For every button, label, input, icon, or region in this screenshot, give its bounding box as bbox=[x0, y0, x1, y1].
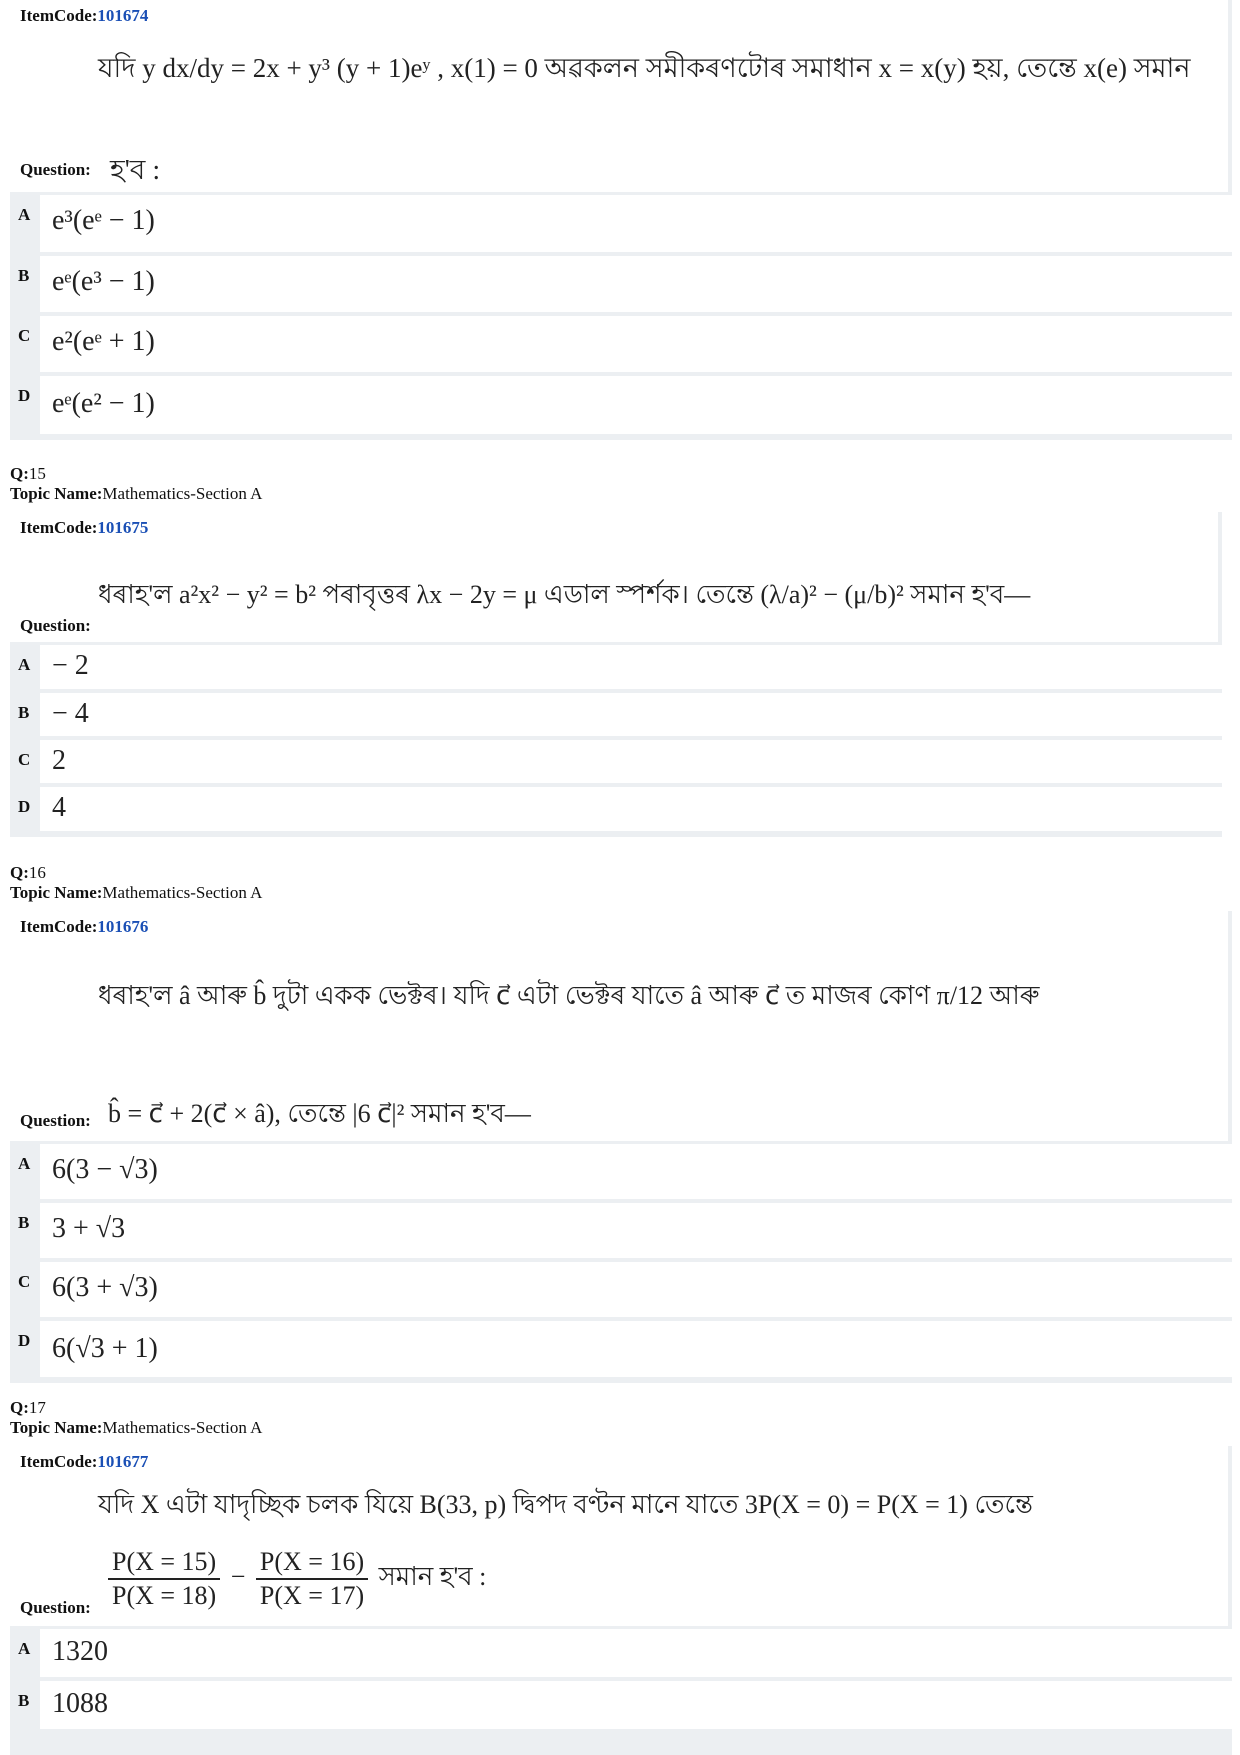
question-17-box bbox=[10, 1446, 1232, 1755]
question-label: Question: bbox=[20, 616, 91, 635]
item-code-label: ItemCode: bbox=[20, 518, 98, 537]
fraction-2-denominator: P(X = 17) bbox=[259, 1581, 365, 1610]
question-14-stem-area bbox=[10, 0, 1228, 192]
item-code-value: 101675 bbox=[97, 518, 149, 537]
option-text: 2 bbox=[52, 745, 66, 776]
option-letter: B bbox=[18, 1213, 30, 1232]
q-number: 16 bbox=[28, 863, 46, 882]
option-b[interactable] bbox=[10, 1203, 1232, 1258]
question-label: Question: bbox=[20, 1598, 91, 1617]
fraction-2-numerator: P(X = 16) bbox=[256, 1546, 368, 1580]
option-a[interactable] bbox=[10, 1144, 1232, 1199]
option-text: e³(eᵉ − 1) bbox=[52, 205, 155, 236]
q-label: Q: bbox=[10, 1398, 29, 1417]
item-code bbox=[20, 518, 148, 538]
option-b[interactable] bbox=[10, 693, 1222, 736]
option-letter: B bbox=[18, 703, 30, 722]
option-text: eᵉ(e³ − 1) bbox=[52, 266, 155, 297]
question-stem-line1: যদি X এটা যাদৃচ্ছিক চলক যিয়ে B(33, p) দ্বিপদ বণ্টন মানে যাতে 3P(X = 0) = P(X = 1) তেন্তে bbox=[98, 1490, 1033, 1519]
option-letter: C bbox=[18, 750, 31, 769]
question-label: Question: bbox=[20, 160, 91, 179]
option-letter: A bbox=[18, 655, 31, 674]
option-b[interactable] bbox=[10, 256, 1232, 312]
item-code-label: ItemCode: bbox=[20, 917, 98, 936]
option-letter: C bbox=[18, 326, 31, 345]
item-code-value: 101676 bbox=[97, 917, 149, 936]
q-label: Q: bbox=[10, 863, 29, 882]
question-14-box bbox=[10, 0, 1232, 440]
question-stem-line2: b̂ = c⃗ + 2(c⃗ × â), তেন্তে |6 c⃗|² সমান হ'ব— bbox=[108, 1099, 531, 1128]
option-c[interactable] bbox=[10, 316, 1232, 372]
option-d[interactable] bbox=[10, 1321, 1232, 1377]
item-code bbox=[20, 6, 148, 26]
question-15-box bbox=[10, 512, 1222, 837]
question-17-stem-area bbox=[10, 1446, 1228, 1626]
q-label: Q: bbox=[10, 464, 29, 483]
option-b[interactable] bbox=[10, 1681, 1232, 1729]
question-15-stem-area bbox=[10, 512, 1218, 642]
item-code bbox=[20, 917, 148, 937]
option-text: 6(√3 + 1) bbox=[52, 1333, 158, 1364]
q-number: 15 bbox=[28, 464, 46, 483]
question-stem-line2 bbox=[104, 1546, 486, 1612]
fraction-1-denominator: P(X = 18) bbox=[112, 1581, 217, 1610]
item-code-value: 101677 bbox=[97, 1452, 149, 1471]
option-text: 3 + √3 bbox=[52, 1213, 126, 1244]
topic-name: Mathematics-Section A bbox=[102, 883, 263, 902]
item-code-label: ItemCode: bbox=[20, 6, 98, 25]
fraction-1 bbox=[108, 1546, 220, 1612]
option-text: 4 bbox=[52, 792, 66, 823]
option-letter: B bbox=[18, 1691, 30, 1710]
question-16-header bbox=[10, 863, 262, 903]
fraction-2 bbox=[256, 1546, 368, 1612]
topic-label: Topic Name: bbox=[10, 883, 103, 902]
item-code-label: ItemCode: bbox=[20, 1452, 98, 1471]
question-16-box bbox=[10, 911, 1232, 1383]
option-c[interactable] bbox=[10, 1262, 1232, 1317]
option-text: eᵉ(e² − 1) bbox=[52, 388, 155, 419]
item-code-value: 101674 bbox=[97, 6, 149, 25]
topic-name: Mathematics-Section A bbox=[102, 484, 263, 503]
q-number: 17 bbox=[28, 1398, 46, 1417]
question-15-header bbox=[10, 464, 262, 504]
option-text: 1320 bbox=[52, 1636, 108, 1667]
question-stem-line1: ধৰাহ'ল a²x² − y² = b² পৰাবৃত্তৰ λx − 2y = μ এডাল স্পৰ্শক। তেন্তে (λ/a)² − (μ/b)² সমান হ'ব— bbox=[98, 580, 1031, 609]
stem-tail: সমান হ'ব : bbox=[378, 1561, 487, 1591]
option-a[interactable] bbox=[10, 1629, 1232, 1677]
fraction-1-numerator: P(X = 15) bbox=[108, 1546, 220, 1580]
question-17-header bbox=[10, 1398, 262, 1438]
option-letter: A bbox=[18, 1154, 31, 1173]
option-letter: B bbox=[18, 266, 30, 285]
option-text: 6(3 + √3) bbox=[52, 1272, 158, 1303]
question-label: Question: bbox=[20, 1111, 91, 1130]
option-text: 6(3 − √3) bbox=[52, 1154, 158, 1185]
option-text: − 2 bbox=[52, 650, 89, 681]
topic-name: Mathematics-Section A bbox=[102, 1418, 263, 1437]
question-16-stem-area bbox=[10, 911, 1228, 1141]
option-text: − 4 bbox=[52, 698, 89, 729]
option-letter: A bbox=[18, 205, 31, 224]
option-text: 1088 bbox=[52, 1688, 108, 1719]
question-stem-line2: হ'ব : bbox=[110, 155, 161, 186]
option-c[interactable] bbox=[10, 740, 1222, 783]
option-letter: A bbox=[18, 1639, 31, 1658]
option-letter: D bbox=[18, 386, 31, 405]
question-stem-line1: যদি y dx/dy = 2x + y³ (y + 1)eʸ , x(1) = 0 অৱকলন সমীকৰণটোৰ সমাধান x = x(y) হয়, তেন্তে x(e) সমান bbox=[98, 53, 1191, 83]
topic-label: Topic Name: bbox=[10, 1418, 103, 1437]
option-d[interactable] bbox=[10, 376, 1232, 434]
topic-label: Topic Name: bbox=[10, 484, 103, 503]
option-letter: C bbox=[18, 1272, 31, 1291]
option-a[interactable] bbox=[10, 645, 1222, 689]
option-a[interactable] bbox=[10, 195, 1232, 252]
option-letter: D bbox=[18, 797, 31, 816]
option-letter: D bbox=[18, 1331, 31, 1350]
minus-sign: − bbox=[230, 1561, 246, 1591]
item-code bbox=[20, 1452, 148, 1472]
option-text: e²(eᵉ + 1) bbox=[52, 326, 155, 357]
option-d[interactable] bbox=[10, 787, 1222, 831]
question-stem-line1: ধৰাহ'ল â আৰু b̂ দুটা একক ভেক্টৰ। যদি c⃗ এটা ভেক্টৰ যাতে â আৰু c⃗ ত মাজৰ কোণ π/12 আৰু bbox=[98, 981, 1040, 1010]
